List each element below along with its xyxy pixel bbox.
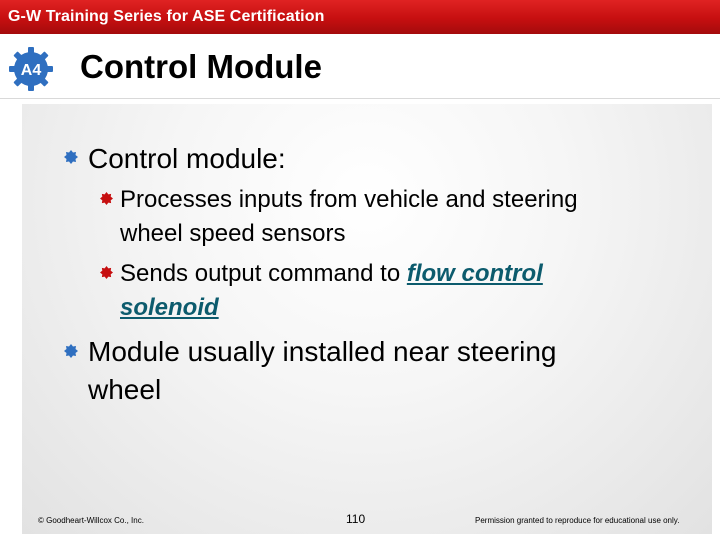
sub-bullet-2-text: Sends output command to [120,260,407,287]
badge-label: A4 [20,62,42,79]
series-title: G-W Training Series for ASE Certification [8,8,325,25]
copyright-text: © Goodheart-Willcox Co., Inc. [38,516,144,525]
bullet-icon [64,150,78,164]
permission-text: Permission granted to reproduce for educational use only. [475,516,680,525]
sub-bullet-1-line1: Processes inputs from vehicle and steering [120,186,578,213]
solenoid-link[interactable]: solenoid [120,294,219,321]
flow-control-link[interactable]: flow control [406,260,543,287]
bullet-2-line2: wheel [88,374,162,405]
bullet-icon [64,344,78,358]
page-number: 110 [346,512,366,526]
sub-bullet-icon [100,266,113,279]
sub-bullet-2-line2 [120,292,219,324]
slide-title: Control Module [80,48,322,85]
sub-bullet-2-line1 [120,258,543,290]
gear-badge-icon [8,46,54,92]
bullet-2-line1: Module usually installed near steering [88,336,557,367]
top-banner [0,0,720,34]
sub-bullet-icon [100,192,113,205]
sub-bullet-1-line2: wheel speed sensors [120,220,346,247]
bullet-1-text: Control module: [88,143,286,174]
